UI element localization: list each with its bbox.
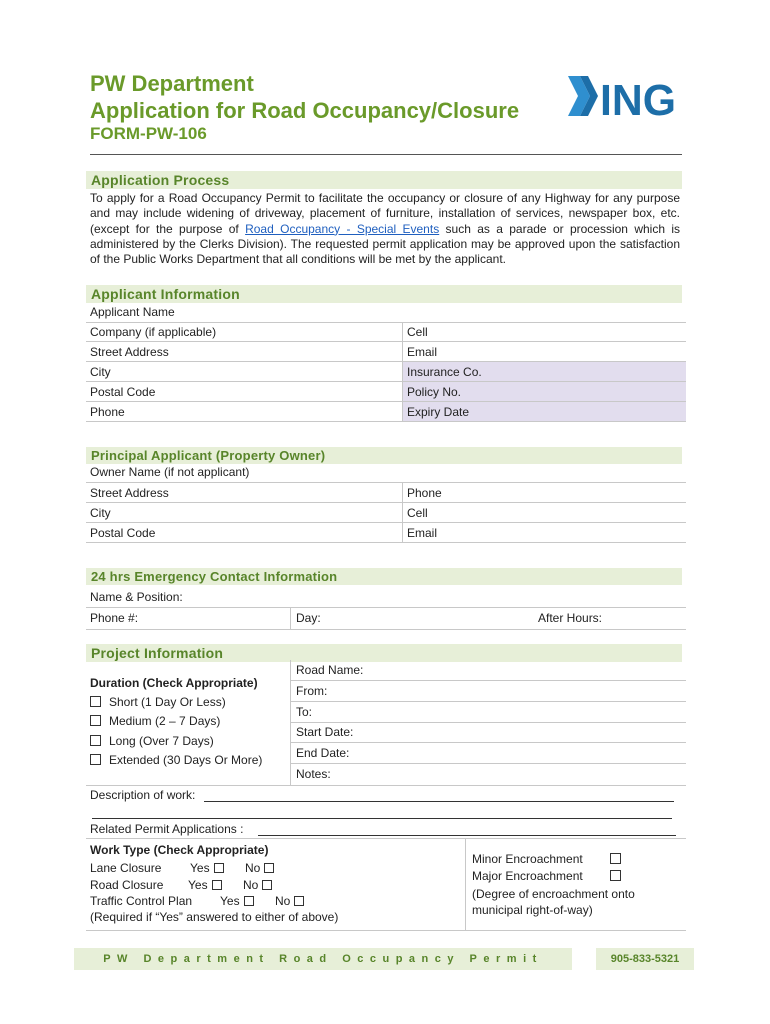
duration-option-long[interactable]	[90, 734, 214, 748]
duration-option-short[interactable]	[90, 695, 226, 709]
description-line-2[interactable]	[92, 818, 672, 819]
section-property-owner: Principal Applicant (Property Owner)	[86, 447, 682, 464]
road-closure-label: Road Closure	[90, 878, 164, 892]
emergency-phone-label: Phone #:	[90, 611, 139, 625]
field-label[interactable]: Cell	[403, 322, 687, 342]
table-row	[86, 342, 686, 362]
divider	[86, 607, 686, 608]
application-process-text	[90, 191, 680, 267]
yes-label: Yes	[188, 878, 208, 892]
checkbox[interactable]	[212, 880, 222, 890]
checkbox[interactable]	[90, 754, 101, 765]
major-encroachment-checkbox[interactable]	[610, 870, 621, 881]
field-label[interactable]: Email	[403, 342, 687, 362]
traffic-plan-no[interactable]	[275, 894, 304, 908]
checkbox[interactable]	[294, 896, 304, 906]
divider	[86, 930, 686, 931]
page-subtitle: Application for Road Occupancy/Closure	[90, 98, 520, 123]
option-label: Short (1 Day Or Less)	[109, 695, 226, 709]
section-emergency-contact: 24 hrs Emergency Contact Information	[86, 568, 682, 585]
checkbox[interactable]	[90, 715, 101, 726]
section-applicant-info: Applicant Information	[86, 285, 682, 303]
road-name-label[interactable]: Road Name:	[296, 663, 364, 677]
field-label[interactable]: City	[86, 503, 403, 523]
divider	[290, 607, 291, 629]
related-permits-line[interactable]	[258, 835, 676, 836]
table-row	[86, 382, 686, 402]
option-label: Long (Over 7 Days)	[109, 734, 214, 748]
start-date-label[interactable]: Start Date:	[296, 725, 354, 739]
no-label: No	[245, 861, 261, 875]
svg-text:ING: ING	[600, 76, 676, 120]
form-number: FORM-PW-106	[90, 124, 207, 143]
option-label: Medium (2 – 7 Days)	[109, 714, 221, 728]
field-label[interactable]: Phone	[403, 483, 687, 503]
traffic-plan-label: Traffic Control Plan	[90, 894, 193, 908]
owner-table	[86, 483, 686, 543]
yes-label: Yes	[190, 861, 210, 875]
footer-phone: 905-833-5321	[596, 948, 694, 970]
field-label[interactable]: Insurance Co.	[403, 362, 687, 382]
special-events-link[interactable]: Road Occupancy - Special Events	[245, 221, 440, 236]
checkbox[interactable]	[90, 735, 101, 746]
table-row	[86, 402, 686, 422]
lane-closure-yes[interactable]	[190, 861, 224, 875]
related-permits-label: Related Permit Applications :	[90, 822, 244, 836]
field-label[interactable]: Street Address	[86, 342, 403, 362]
divider	[86, 785, 686, 786]
divider	[465, 838, 466, 930]
road-closure-yes[interactable]	[188, 878, 222, 892]
field-label[interactable]: City	[86, 362, 403, 382]
minor-encroachment-label: Minor Encroachment	[472, 852, 583, 866]
no-label: No	[275, 894, 291, 908]
required-note: (Required if “Yes” answered to either of above)	[90, 910, 339, 924]
field-label[interactable]: Phone	[86, 402, 403, 422]
notes-label[interactable]: Notes:	[296, 767, 331, 781]
from-label[interactable]: From:	[296, 684, 328, 698]
road-closure-no[interactable]	[243, 878, 272, 892]
divider	[86, 838, 686, 839]
king-logo	[566, 72, 678, 120]
field-label[interactable]: Postal Code	[86, 382, 403, 402]
page-title: PW Department	[90, 71, 254, 96]
field-label[interactable]: Policy No.	[403, 382, 687, 402]
no-label: No	[243, 878, 259, 892]
option-label: Extended (30 Days Or More)	[109, 753, 263, 767]
owner-name-label: Owner Name (if not applicant)	[90, 465, 250, 479]
table-row	[86, 523, 686, 543]
table-row	[86, 362, 686, 382]
process-text-part2: such as a parade or procession which is administered by the Clerks Division). The requested permit application may be approved upon the satisfaction of the Public Works Department that all conditions will be met by the applicant.	[90, 221, 680, 267]
header-divider	[90, 154, 682, 155]
table-row	[86, 503, 686, 523]
divider	[290, 722, 686, 723]
process-text-part1: To apply for a Road Occupancy Permit to facilitate the occupancy or closure of any Highway for any purpose and may include widening of driveway, placement of furniture, installation of services, newspaper box, etc. (except for the purpose of	[90, 191, 680, 236]
minor-encroachment-checkbox[interactable]	[610, 853, 621, 864]
field-label[interactable]: Cell	[403, 503, 687, 523]
table-row	[86, 322, 686, 342]
field-label[interactable]: Postal Code	[86, 523, 403, 543]
major-encroachment-label: Major Encroachment	[472, 869, 583, 883]
field-label[interactable]: Company (if applicable)	[86, 322, 403, 342]
yes-label: Yes	[220, 894, 240, 908]
duration-option-medium[interactable]	[90, 714, 220, 728]
emergency-day-label[interactable]: Day:	[296, 611, 321, 625]
section-application-process: Application Process	[86, 171, 682, 189]
description-label: Description of work:	[90, 788, 196, 802]
divider	[86, 629, 686, 630]
duration-option-extended[interactable]	[90, 753, 262, 767]
lane-closure-label: Lane Closure	[90, 861, 162, 875]
table-row	[86, 483, 686, 503]
field-label[interactable]: Email	[403, 523, 687, 543]
emergency-after-hours-label[interactable]: After Hours:	[538, 611, 603, 625]
divider	[290, 680, 686, 681]
footer-label: PW Department Road Occupancy Permit	[74, 948, 572, 970]
traffic-plan-yes[interactable]	[220, 894, 254, 908]
checkbox[interactable]	[262, 880, 272, 890]
divider	[290, 701, 686, 702]
field-label[interactable]: Expiry Date	[403, 402, 687, 422]
encroachment-note-2: municipal right-of-way)	[472, 903, 593, 917]
applicant-table	[86, 322, 686, 422]
lane-closure-no[interactable]	[245, 861, 274, 875]
divider	[290, 763, 686, 764]
applicant-name-label: Applicant Name	[90, 305, 175, 319]
checkbox[interactable]	[90, 696, 101, 707]
divider	[290, 742, 686, 743]
section-project-info: Project Information	[86, 644, 682, 662]
encroachment-note-1: (Degree of encroachment onto	[472, 887, 635, 901]
end-date-label[interactable]: End Date:	[296, 746, 350, 760]
emergency-name-label[interactable]: Name & Position:	[90, 590, 183, 604]
work-type-heading: Work Type (Check Appropriate)	[90, 843, 269, 857]
checkbox[interactable]	[244, 896, 254, 906]
checkbox[interactable]	[214, 863, 224, 873]
duration-heading: Duration (Check Appropriate)	[90, 676, 258, 690]
checkbox[interactable]	[264, 863, 274, 873]
description-line[interactable]	[204, 801, 674, 802]
field-label[interactable]: Street Address	[86, 483, 403, 503]
to-label[interactable]: To:	[296, 705, 313, 719]
